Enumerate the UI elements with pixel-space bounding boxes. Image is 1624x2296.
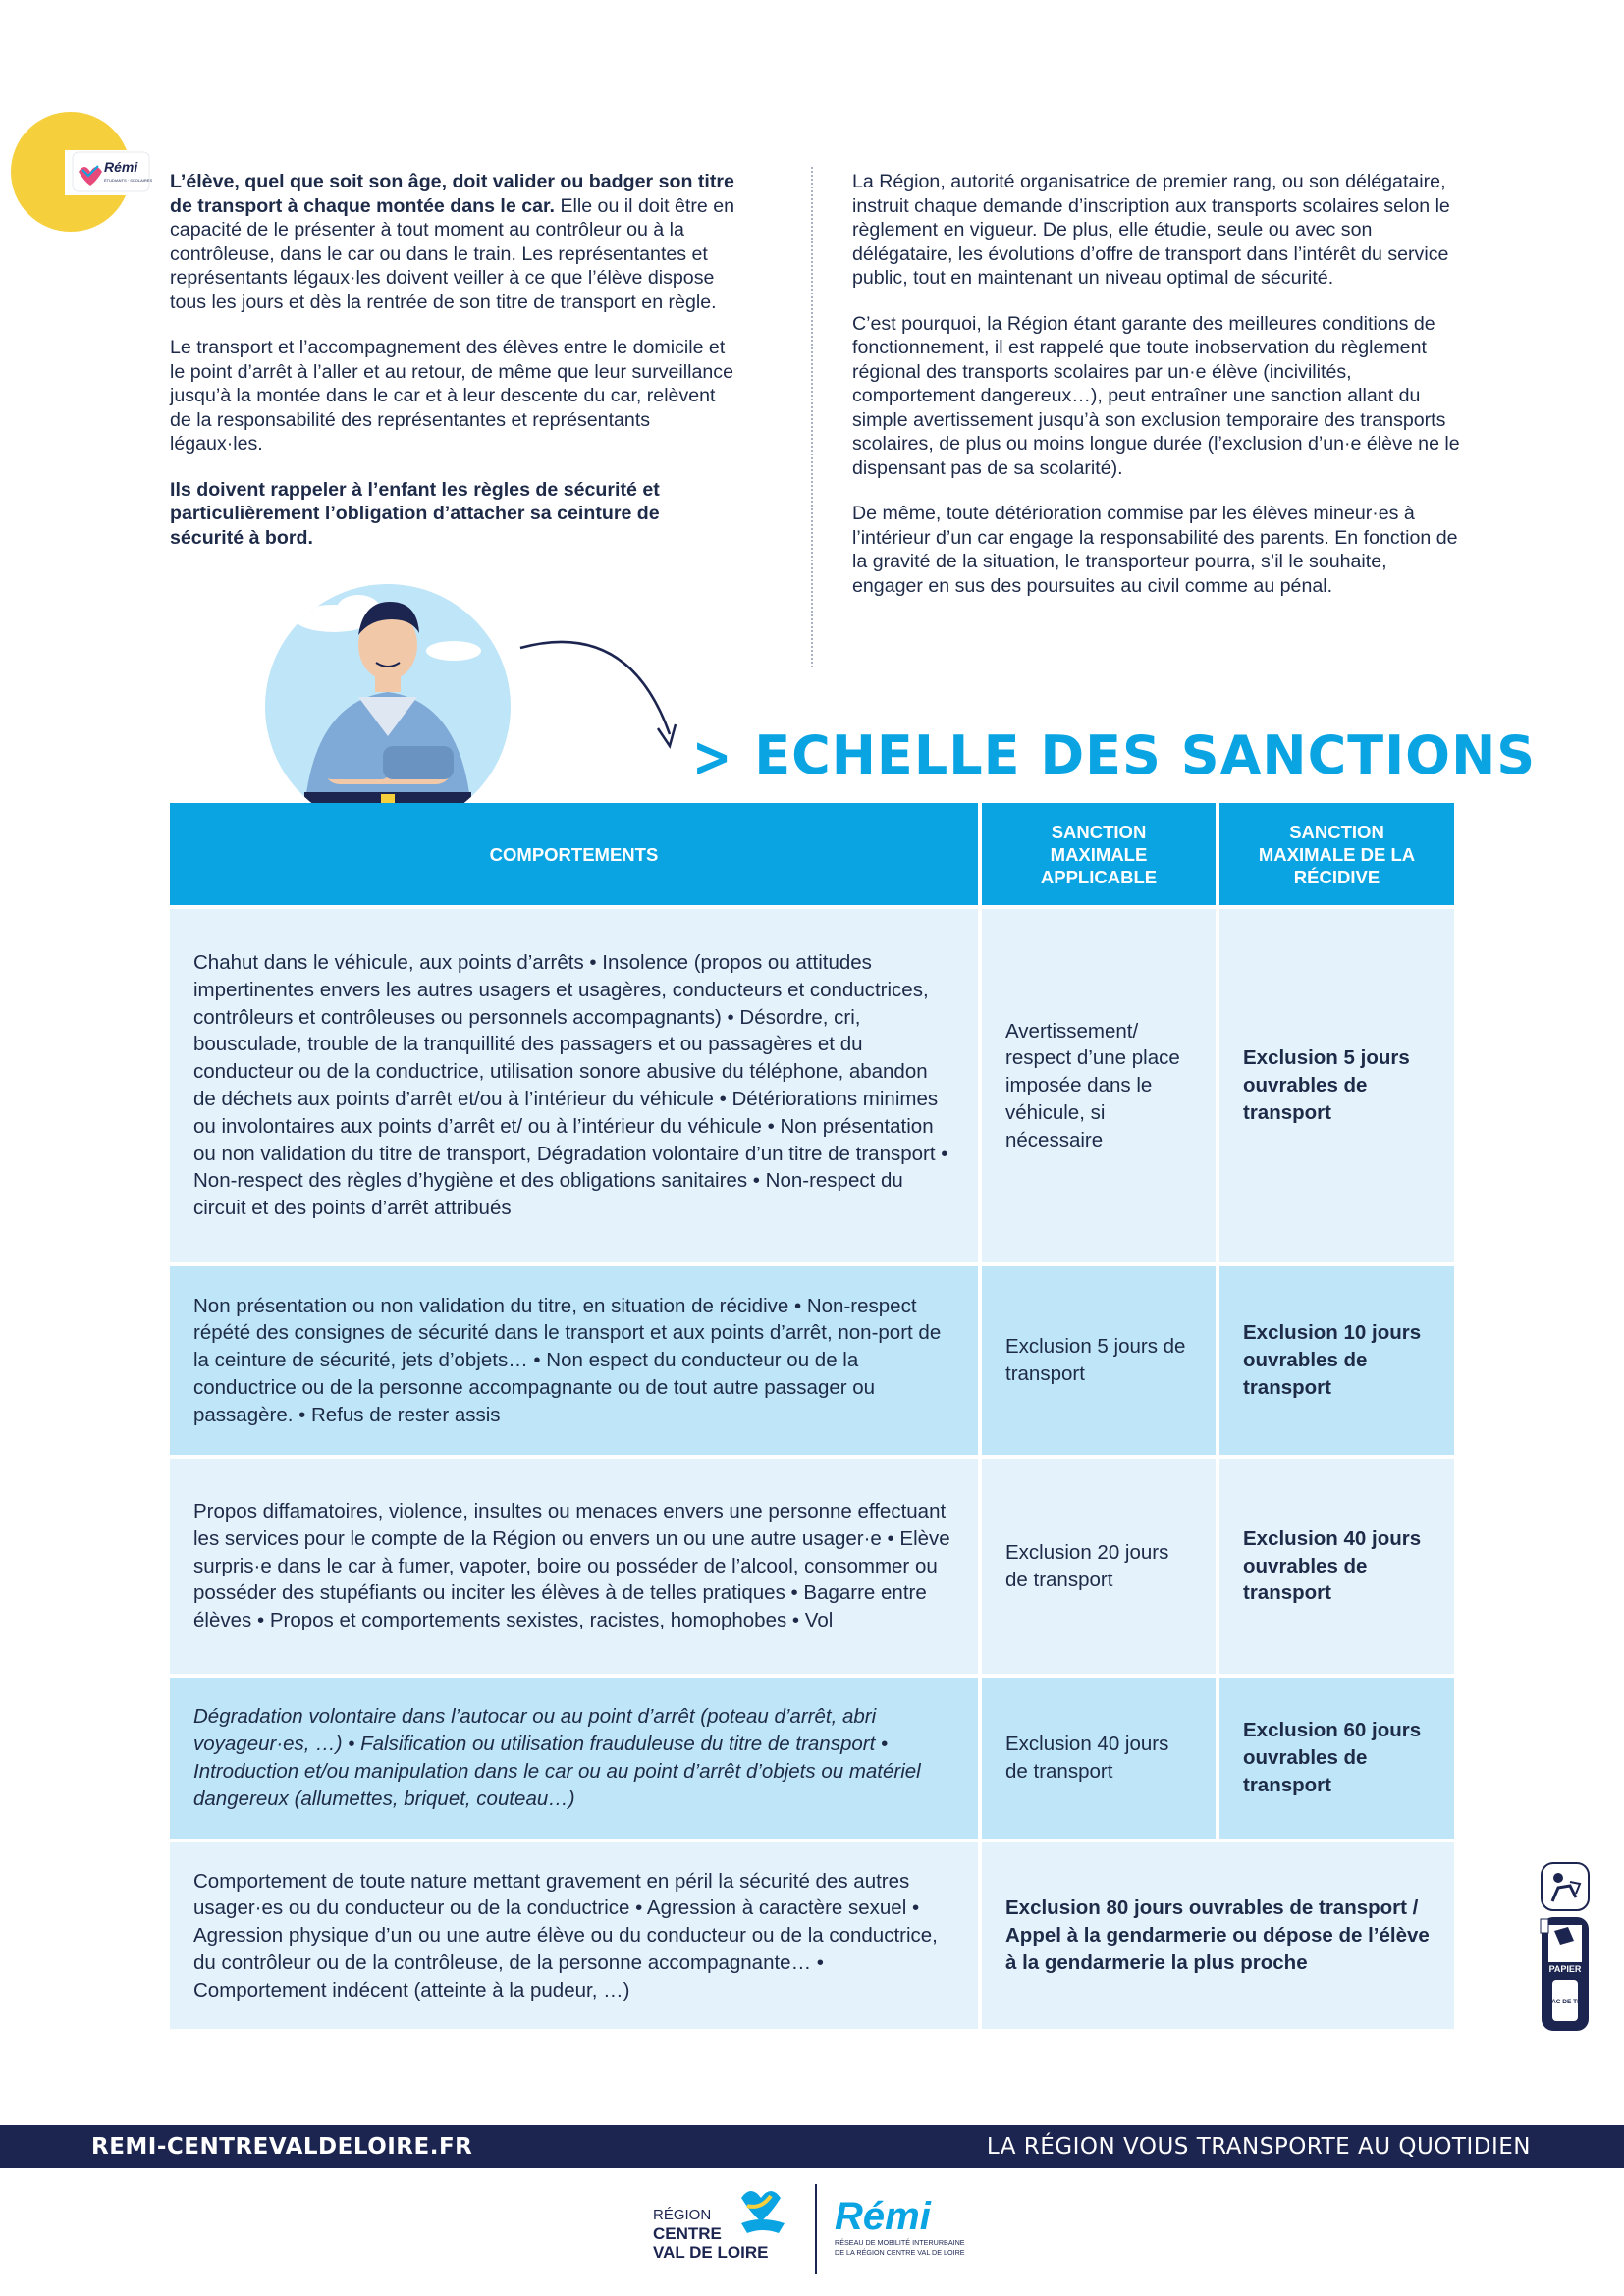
row-behaviour: Non présentation ou non validation du titre, en situation de récidive • Non-respect répété des consignes de sécurité dans le transport et aux points d’arrêt, non-port de la ceinture de sécurité, jets d’objets… • Non espect du conducteur ou de la conductrice ou de la personne accompagnante ou de tout autre passager ou passagère. • Refus de rester assis xyxy=(170,1266,978,1455)
left-paragraph-3: Ils doivent rappeler à l’enfant les règles de sécurité et particulièrement l’obligation d’attacher sa ceinture de sécurité à bord. xyxy=(170,478,660,549)
row-max-sanction: Exclusion 5 jours de transport xyxy=(982,1266,1216,1455)
row-repeat-sanction: Exclusion 60 jours ouvrables de transport xyxy=(1219,1678,1454,1839)
row-max-sanction: Exclusion 20 jours de transport xyxy=(982,1459,1216,1674)
badge-brand-sub: ÉTUDIANTS · SCOLAIRES xyxy=(104,178,153,183)
left-paragraph-2: Le transport et l’accompagnement des élèves entre le domicile et le point d’arrêt à l’aller et au retour, de même que leur surveillance jusqu’à la montée dans le car et à leur descente du car, relèvent de la responsabilité des représentantes et représentants légaux·les. xyxy=(170,337,733,454)
recycling-icon xyxy=(1541,1862,1590,2034)
table-row xyxy=(170,1459,1454,1674)
row-max-sanction: Exclusion 40 jours de transport xyxy=(982,1678,1216,1839)
table-row xyxy=(170,1842,1454,2029)
table-row xyxy=(170,1678,1454,1839)
row-behaviour: Comportement de toute nature mettant gravement en péril la sécurité des autres usager·es ou du conducteur ou de la conductrice • Agression à caractère sexuel • Agression physique d’un ou une autre élève ou du conducteur ou de la conductrice, du contrôleur ou de la contrôleuse, de la personne accompagnante… • Comportement indécent (atteinte à la pudeur, …) xyxy=(170,1842,978,2029)
remi-logo-sub-2: DE LA RÉGION CENTRE VAL DE LOIRE xyxy=(835,2248,965,2257)
logo-separator xyxy=(815,2184,817,2274)
footer-tagline: LA RÉGION VOUS TRANSPORTE AU QUOTIDIEN xyxy=(986,2134,1531,2160)
region-centre-val-de-loire-logo xyxy=(653,2184,800,2282)
remi-badge-logo xyxy=(0,111,153,258)
remi-logo-name: Rémi xyxy=(835,2195,931,2238)
region-word-1: RÉGION xyxy=(653,2207,712,2223)
intro-right-column xyxy=(852,170,1461,619)
remi-logo-sub-1: RÉSEAU DE MOBILITÉ INTERURBAINE xyxy=(835,2238,965,2247)
column-divider xyxy=(811,167,813,667)
region-word-3: VAL DE LOIRE xyxy=(653,2243,769,2262)
row-combined-sanction: Exclusion 80 jours ouvrables de transport / Appel à la gendarmerie ou dépose de l’élève à la gendarmerie la plus proche xyxy=(982,1842,1454,2029)
chevron-right-icon: > xyxy=(692,724,733,791)
table-row xyxy=(170,909,1454,1262)
row-repeat-sanction: Exclusion 40 jours ouvrables de transport xyxy=(1219,1459,1454,1674)
intro-left-column xyxy=(170,170,737,571)
footer-website-link[interactable]: REMI-CENTREVALDELOIRE.FR xyxy=(91,2134,473,2160)
row-max-sanction: Avertissement/ respect d’une place imposée dans le véhicule, si nécessaire xyxy=(982,909,1216,1262)
recycle-paper-label: PAPIER xyxy=(1548,1964,1582,1974)
sanctions-table xyxy=(170,803,1454,2033)
header-repeat-sanction: SANCTION MAXIMALE DE LA RÉCIDIVE xyxy=(1219,803,1454,905)
recycle-bin-label: BAC DE TRI xyxy=(1546,1999,1584,2005)
sanctions-heading xyxy=(692,724,1537,791)
left-paragraph-1: L’élève, quel que soit son âge, doit valider ou badger son titre de transport à chaque montée dans le car. Elle ou il doit être en capacité de le présenter à tout moment au contrôleur ou à la contrôleuse, dans le car ou dans le train. Les représentantes et représentants légaux·les doivent veiller à ce que l’élève dispose tous les jours et dès la rentrée de son titre de transport en règle. xyxy=(170,171,734,313)
header-max-sanction: SANCTION MAXIMALE APPLICABLE xyxy=(982,803,1216,905)
curved-arrow-icon xyxy=(511,628,687,756)
sanctions-heading-text: ECHELLE DES SANCTIONS xyxy=(754,724,1537,786)
right-paragraph-2: C’est pourquoi, la Région étant garante des meilleures conditions de fonctionnement, il est rappelé que toute inobservation du règlement régional des transports scolaires par un·e élève (incivilités, comportement dangereux…), peut entraîner une sanction allant du simple avertissement jusqu’à son exclusion temporaire des transports scolaires, de plus ou moins longue durée (l’exclusion d’un·e élève ne le dispensant pas de sa scolarité). xyxy=(852,312,1460,479)
row-behaviour: Dégradation volontaire dans l’autocar ou au point d’arrêt (poteau d’arrêt, abri voyageur·es, …) • Falsification ou utilisation frauduleuse du titre de transport • Introduction et/ou manipulation dans le car ou au point d’arrêt d’objets ou matériel dangereux (allumettes, briquet, couteau…) xyxy=(170,1678,978,1839)
badge-brand: Rémi xyxy=(104,159,138,175)
remi-logo xyxy=(833,2184,1000,2282)
right-paragraph-3: De même, toute détérioration commise par les élèves mineur·es à l’intérieur d’un car engage la responsabilité des parents. En fonction de la gravité de la situation, le transporteur pourra, s’il le souhaite, engager en sus des poursuites au civil comme au pénal. xyxy=(852,503,1458,597)
right-paragraph-1: La Région, autorité organisatrice de premier rang, ou son délégataire, instruit chaque demande d’inscription aux transports scolaires selon le règlement en vigueur. De plus, elle étudie, seule ou avec son délégataire, les évolutions d’offre de transport dans l’intérêt du service public, tout en maintenant un niveau optimal de sécurité. xyxy=(852,171,1450,289)
header-behaviours: COMPORTEMENTS xyxy=(170,803,978,905)
table-row xyxy=(170,1266,1454,1455)
row-behaviour: Propos diffamatoires, violence, insultes ou menaces envers une personne effectuant les services pour le compte de la Région ou envers un ou une autre usager·e • Elève surpris·e dans le car à fumer, vapoter, boire ou posséder de l’alcool, consommer ou posséder des stupéfiants ou inciter les élèves à de telles pratiques • Bagarre entre élèves • Propos et comportements sexistes, racistes, homophobes • Vol xyxy=(170,1459,978,1674)
table-header-row xyxy=(170,803,1454,905)
row-behaviour: Chahut dans le véhicule, aux points d’arrêts • Insolence (propos ou attitudes impertinentes envers les autres usagers et usagères, conducteurs et conductrices, contrôleurs et contrôleuses ou personnels accompagnants) • Désordre, cri, bousculade, trouble de la tranquillité des passagers et ou passagères et du conducteur ou de la conductrice, utilisation sonore abusive du téléphone, abandon de déchets aux points d’arrêt et/ou à l’intérieur du véhicule • Détériorations minimes ou involontaires aux points d’arrêt et/ ou à l’intérieur du véhicule • Non présentation ou non validation du titre de transport, Dégradation volontaire d’un titre de transport • Non-respect des règles d’hygiène et des obligations sanitaires • Non-respect du circuit et des points d’arrêt attribués xyxy=(170,909,978,1262)
row-repeat-sanction: Exclusion 10 jours ouvrables de transport xyxy=(1219,1266,1454,1455)
row-repeat-sanction: Exclusion 5 jours ouvrables de transport xyxy=(1219,909,1454,1262)
region-word-2: CENTRE xyxy=(653,2224,722,2243)
